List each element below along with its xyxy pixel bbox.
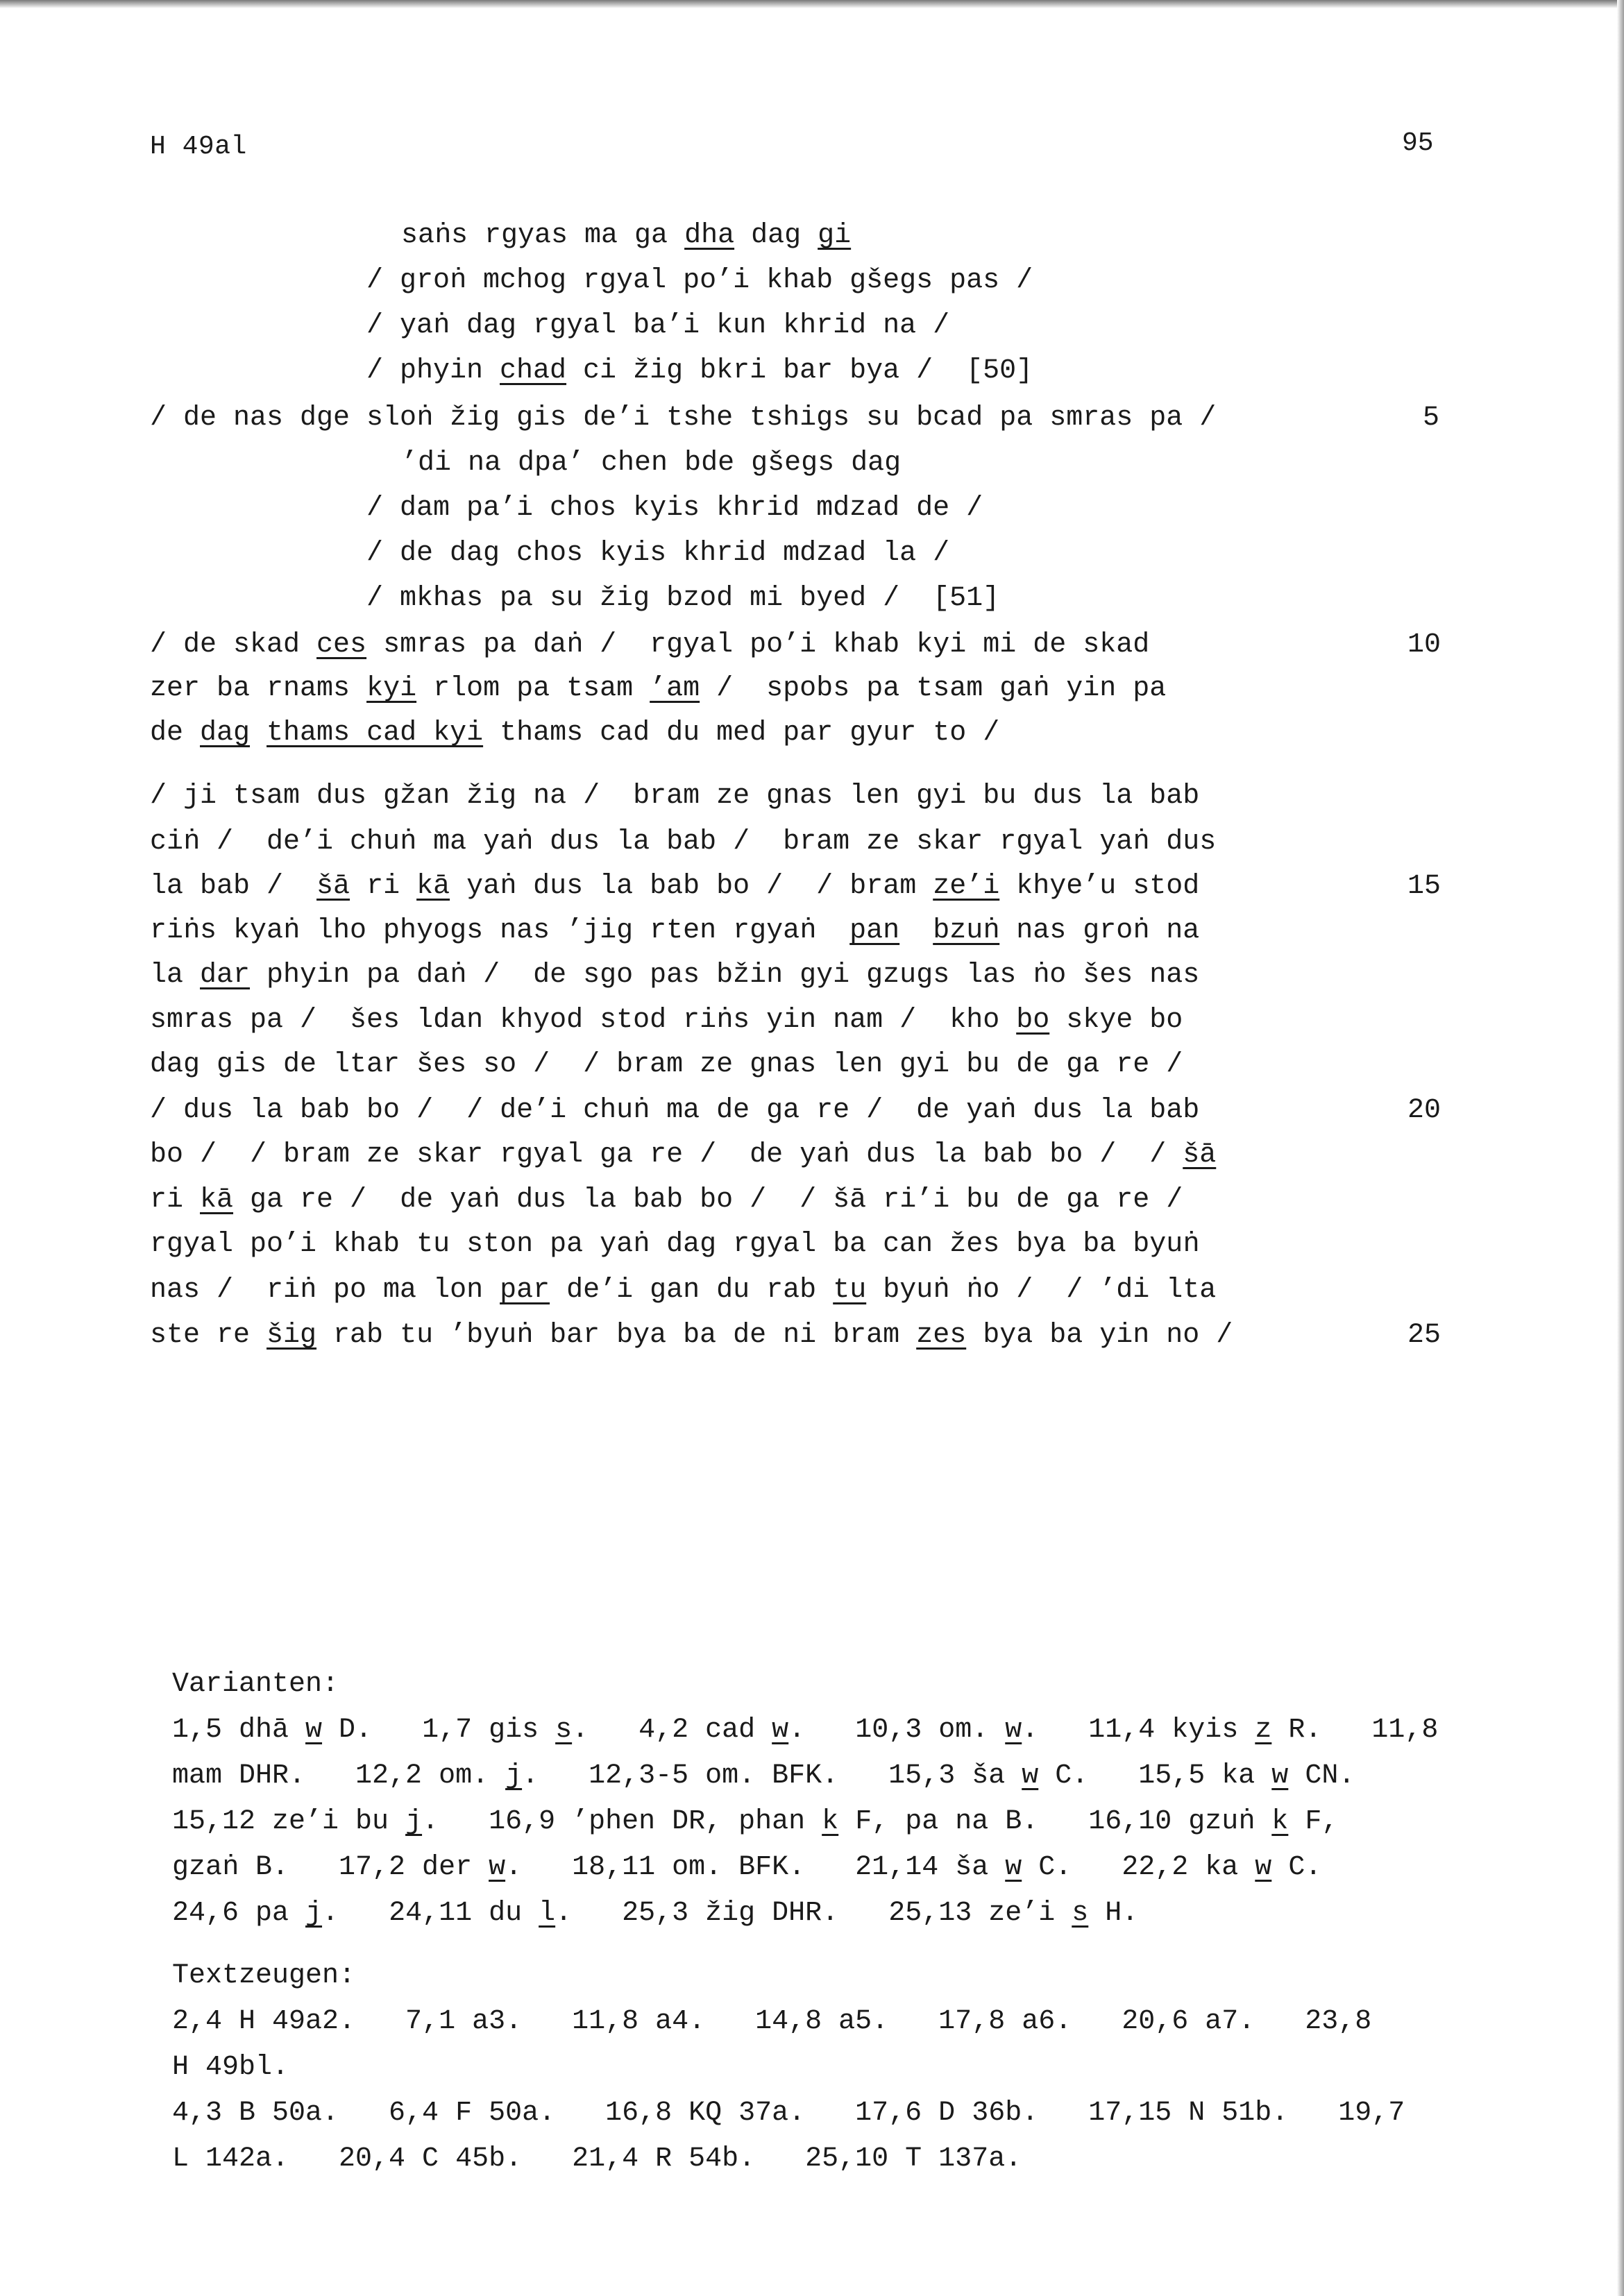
apparatus-line — [172, 1708, 1588, 1753]
text-segment: riṅs kyaṅ lho phyogs nas ’jig rten rgyaṅ — [150, 915, 850, 946]
text-segment: saṅs rgyas ma ga — [401, 220, 685, 251]
text-segment: phyin pa daṅ / de sgo pas bžin gyi gzugs las ṅo šes nas — [250, 960, 1200, 991]
text-segment: la bab / — [150, 871, 317, 902]
underlined-reading: šā — [316, 871, 350, 902]
text-line — [366, 585, 999, 613]
witnesses-list — [172, 1999, 1588, 2182]
text-line — [150, 1277, 1216, 1304]
underlined-reading: bzuṅ — [933, 915, 1000, 946]
underlined-reading: w — [772, 1715, 789, 1746]
text-segment: smras pa daṅ / rgyal po’i khab kyi mi de skad — [366, 629, 1150, 661]
text-line — [150, 1322, 1233, 1350]
text-segment: / dus la bab bo / / de’i chuṅ ma de ga re / de yaṅ dus la bab — [150, 1095, 1200, 1126]
text-segment: . 25,3 žig DHR. 25,13 ze’i — [555, 1898, 1072, 1929]
text-segment: bya ba yin no / — [966, 1320, 1233, 1351]
text-line — [366, 267, 1033, 295]
text-segment: D. 1,7 gis — [322, 1715, 556, 1746]
text-segment: L 142a. 20,4 C 45b. 21,4 R 54b. 25,10 T 137a. — [172, 2143, 1022, 2175]
text-line — [150, 1007, 1183, 1035]
text-segment: nas / riṅ po ma lon — [150, 1275, 500, 1306]
underlined-reading: dar — [200, 960, 251, 991]
text-segment: thams cad du med par gyur to / — [483, 717, 1000, 749]
underlined-reading: w — [1022, 1760, 1039, 1792]
underlined-reading: z — [1255, 1715, 1272, 1746]
apparatus-gap — [172, 1937, 1588, 1953]
text-segment: ga re / de yaṅ dus la bab bo / / šā ri’i bu de ga re / — [233, 1184, 1183, 1216]
text-segment: C. 22,2 ka — [1022, 1852, 1255, 1883]
line-number: 25 — [1407, 1320, 1441, 1351]
text-segment: . 18,11 om. BFK. 21,14 ša — [505, 1852, 1006, 1883]
underlined-reading: thams cad kyi — [267, 717, 484, 749]
text-line — [150, 1097, 1199, 1125]
text-segment — [899, 915, 933, 946]
text-segment: ri — [150, 1184, 201, 1216]
text-segment: rlom pa tsam — [416, 673, 650, 704]
text-segment: de — [150, 717, 201, 749]
underlined-reading: ze’i — [933, 871, 1000, 902]
text-segment: F, pa na B. 16,10 gzuṅ — [838, 1806, 1272, 1837]
underlined-reading: zes — [916, 1320, 967, 1351]
text-segment: 1,5 dhā — [172, 1715, 306, 1746]
page-siglum: H 49al — [150, 132, 247, 162]
text-line — [366, 540, 949, 568]
text-segment: khye’u stod — [999, 871, 1200, 902]
text-segment: . 11,4 kyis — [1022, 1715, 1255, 1746]
text-segment: . 24,11 du — [322, 1898, 539, 1929]
apparatus-line — [172, 1891, 1588, 1937]
underlined-reading: gi — [818, 220, 852, 251]
text-segment: . 10,3 om. — [788, 1715, 1006, 1746]
underlined-reading: j — [505, 1760, 523, 1792]
text-line — [150, 717, 1000, 749]
text-segment: / spobs pa tsam gaṅ yin pa — [700, 673, 1167, 704]
text-segment: C. — [1271, 1852, 1322, 1883]
text-segment: byuṅ ṅo / / ’di lta — [866, 1275, 1217, 1306]
variants-heading: Varianten: — [172, 1669, 339, 1700]
line-number: 20 — [1407, 1095, 1441, 1126]
page-top-edge — [0, 0, 1624, 8]
text-line — [150, 962, 1199, 989]
underlined-reading: tu — [833, 1275, 867, 1306]
underlined-reading: w — [305, 1715, 323, 1746]
text-segment: C. 15,5 ka — [1038, 1760, 1272, 1792]
critical-apparatus — [172, 1662, 1588, 2182]
text-line — [150, 675, 1166, 703]
apparatus-line — [172, 2045, 1588, 2091]
underlined-reading: dha — [684, 220, 735, 251]
underlined-reading: s — [555, 1715, 573, 1746]
text-segment: ’di na dpa’ chen bde gšegs dag — [401, 448, 902, 479]
text-segment: gzaṅ B. 17,2 der — [172, 1852, 489, 1883]
text-segment: . 12,3-5 om. BFK. 15,3 ša — [522, 1760, 1022, 1792]
text-segment: mam DHR. 12,2 om. — [172, 1760, 506, 1792]
text-segment: rab tu ’byuṅ bar bya ba de ni bram — [316, 1320, 917, 1351]
text-segment: / mkhas pa su žig bzod mi byed / [51] — [366, 583, 1000, 614]
underlined-reading: w — [1255, 1852, 1272, 1883]
text-line — [150, 783, 1199, 810]
text-segment: CN. — [1288, 1760, 1355, 1792]
underlined-reading: j — [305, 1898, 323, 1929]
underlined-reading: dag — [200, 717, 251, 749]
text-segment: 24,6 pa — [172, 1898, 306, 1929]
text-line — [150, 917, 1199, 945]
text-segment: yaṅ dus la bab bo / / bram — [450, 871, 933, 902]
underlined-reading: w — [1005, 1715, 1022, 1746]
text-segment: ci žig bkri bar bya / [50] — [566, 355, 1033, 386]
underlined-reading: l — [539, 1898, 556, 1929]
underlined-reading: par — [500, 1275, 550, 1306]
apparatus-line — [172, 1845, 1588, 1891]
page-number: 95 — [1402, 128, 1434, 158]
underlined-reading: kyi — [366, 673, 417, 704]
underlined-reading: k — [822, 1806, 839, 1837]
text-line — [366, 357, 1033, 385]
text-line — [150, 828, 1216, 856]
text-segment: dag gis de ltar šes so / / bram ze gnas len gyi bu de ga re / — [150, 1049, 1183, 1080]
text-segment: / dam pa’i chos kyis khrid mdzad de / — [366, 493, 983, 524]
apparatus-line — [172, 1753, 1588, 1799]
text-segment: nas groṅ na — [999, 915, 1200, 946]
text-segment: F, — [1288, 1806, 1339, 1837]
underlined-reading: kā — [200, 1184, 234, 1216]
text-segment: / yaṅ dag rgyal ba’i kun khrid na / — [366, 310, 950, 341]
apparatus-line — [172, 2136, 1588, 2182]
text-segment: / de skad — [150, 629, 317, 661]
apparatus-line — [172, 1999, 1588, 2045]
underlined-reading: w — [1271, 1760, 1289, 1792]
apparatus-line — [172, 2091, 1588, 2136]
text-line — [366, 495, 983, 522]
text-segment: . 4,2 cad — [572, 1715, 772, 1746]
text-segment: H 49bl. — [172, 2052, 289, 2083]
text-line — [401, 450, 901, 477]
text-line — [150, 1231, 1199, 1259]
text-segment: dag — [734, 220, 818, 251]
text-line — [150, 1184, 1183, 1216]
text-segment: / ji tsam dus gžan žig na / bram ze gnas len gyi bu dus la bab — [150, 781, 1200, 812]
underlined-reading: šā — [1183, 1139, 1217, 1171]
text-segment: rgyal po’i khab tu ston pa yaṅ dag rgyal ba can žes bya ba byuṅ — [150, 1229, 1200, 1260]
text-line — [150, 1051, 1183, 1079]
text-line — [150, 631, 1149, 659]
line-number: 15 — [1407, 871, 1441, 902]
text-segment — [250, 717, 267, 749]
text-segment: / de dag chos kyis khrid mdzad la / — [366, 538, 950, 569]
apparatus-line — [172, 1799, 1588, 1845]
underlined-reading: ces — [316, 629, 367, 661]
text-segment: / de nas dge sloṅ žig gis de’i tshe tshigs su bcad pa smras pa / — [150, 402, 1217, 434]
underlined-reading: k — [1271, 1806, 1289, 1837]
text-segment: 15,12 ze’i bu — [172, 1806, 406, 1837]
text-segment: ciṅ / de’i chuṅ ma yaṅ dus la bab / bram ze skar rgyal yaṅ dus — [150, 826, 1217, 858]
underlined-reading: j — [405, 1806, 423, 1837]
text-segment: H. — [1088, 1898, 1139, 1929]
text-line — [150, 873, 1199, 901]
text-segment: de’i gan du rab — [550, 1275, 834, 1306]
text-segment: bo / / bram ze skar rgyal ga re / de yaṅ dus la bab bo / / — [150, 1139, 1183, 1171]
text-segment: 4,3 B 50a. 6,4 F 50a. 16,8 KQ 37a. 17,6 D 36b. 17,15 N 51b. 19,7 — [172, 2098, 1405, 2129]
text-segment: smras pa / šes ldan khyod stod riṅs yin nam / kho — [150, 1005, 1017, 1036]
text-segment: la — [150, 960, 201, 991]
text-segment: zer ba rnams — [150, 673, 367, 704]
text-segment: / phyin — [366, 355, 500, 386]
text-segment: R. 11,8 — [1271, 1715, 1439, 1746]
line-number: 5 — [1423, 402, 1440, 434]
text-segment: . 16,9 ’phen DR, phan — [422, 1806, 822, 1837]
text-segment: skye bo — [1049, 1005, 1183, 1036]
underlined-reading: bo — [1016, 1005, 1050, 1036]
witnesses-heading: Textzeugen: — [172, 1960, 356, 1991]
underlined-reading: w — [489, 1852, 506, 1883]
page-right-edge — [1617, 0, 1624, 2296]
text-segment: / groṅ mchog rgyal po’i khab gšegs pas / — [366, 265, 1033, 296]
underlined-reading: pan — [849, 915, 900, 946]
underlined-reading: w — [1005, 1852, 1022, 1883]
text-line — [150, 1141, 1216, 1169]
line-number: 10 — [1407, 629, 1441, 661]
underlined-reading: chad — [500, 355, 567, 386]
text-segment: ri — [350, 871, 417, 902]
variants-list — [172, 1708, 1588, 1937]
underlined-reading: kā — [416, 871, 450, 902]
underlined-reading: ’am — [650, 673, 700, 704]
text-segment: ste re — [150, 1320, 267, 1351]
text-line — [150, 402, 1217, 434]
underlined-reading: s — [1072, 1898, 1089, 1929]
text-segment: 2,4 H 49a2. 7,1 a3. 11,8 a4. 14,8 a5. 17,8 a6. 20,6 a7. 23,8 — [172, 2006, 1372, 2037]
underlined-reading: šig — [267, 1320, 317, 1351]
text-line — [401, 222, 851, 250]
text-line — [366, 312, 949, 340]
